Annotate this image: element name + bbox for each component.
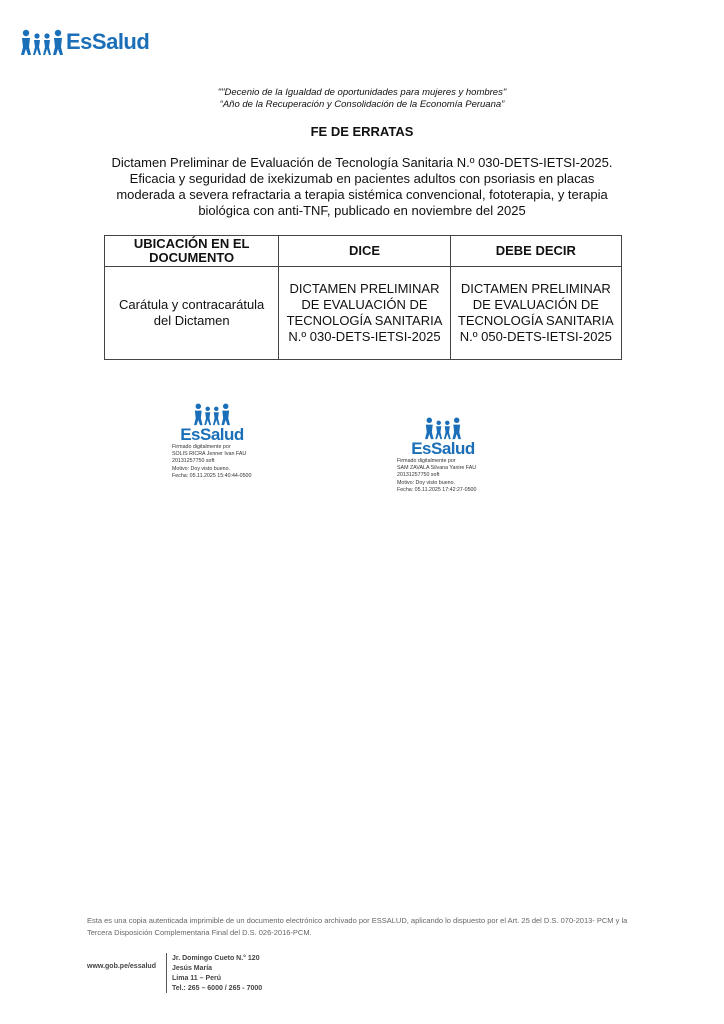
signature-ruc: 20131257750 soft (397, 472, 440, 479)
signature-ruc: 20131257750 soft (172, 458, 215, 465)
digital-signature-2 (397, 416, 507, 494)
footer-address (172, 954, 262, 994)
signature-logo (172, 402, 252, 444)
document-title: FE DE ERRATAS (310, 124, 414, 139)
digital-signature-1 (172, 402, 282, 480)
table-header-row (105, 236, 622, 267)
address-district: Jesús María (172, 965, 213, 972)
signature-date: Fecha: 05.11.2025 15:40:44-0500 (172, 472, 252, 479)
address-street: Jr. Domingo Cueto N.° 120 (172, 955, 260, 962)
signature-signer: SAM ZAVALA Silvana Yanire FAU (397, 465, 477, 472)
signature-logo-text: EsSalud (180, 425, 244, 444)
document-intro: Dictamen Preliminar de Evaluación de Tecnología Sanitaria N.º 030-DETS-IETSI-2025. Eficacia y seguridad de ixekizumab en pacientes adultos con psoriasis en placas moderada a severa refractaria a terapia sistémica convencional, fototerapia, y terapia biológica con anti-TNF, publicado en noviembre del 2025 (111, 155, 613, 218)
signature-logo (403, 416, 483, 458)
family-icon (192, 402, 232, 426)
family-icon (423, 416, 463, 440)
decenio-line-2: “Año de la Recuperación y Consolidación de la Economía Peruana” (219, 99, 505, 110)
footer-legal-note: Esta es una copia autenticada imprimible de un documento electrónico archivado por ESSALUD, aplicando lo dispuesto por el Art. 25 del D.S. 070-2013- PCM y la Tercera Disposición Complementaria Final del D.S. 026-2016-PCM. (87, 916, 628, 937)
errata-table (104, 235, 622, 360)
signature-logo-text: EsSalud (411, 439, 475, 458)
decenio-line-1: ""Decenio de la Igualdad de oportunidades para mujeres y hombres" (217, 87, 507, 98)
logo-text: EsSalud (66, 29, 150, 54)
signature-line: Firmado digitalmente por (397, 458, 456, 464)
header-dice: DICE (279, 236, 450, 267)
address-city: Lima 11 – Perú (172, 975, 222, 982)
cell-ubicacion: Carátula y contracarátula del Dictamen (105, 267, 279, 360)
table-row (105, 267, 622, 360)
header-debe-decir: DEBE DECIR (450, 236, 621, 267)
signature-reason: Motivo: Doy visto bueno. (397, 479, 455, 486)
signature-reason: Motivo: Doy visto bueno. (172, 465, 230, 472)
signature-date: Fecha: 05.11.2025 17:42:27-0500 (397, 486, 477, 493)
family-icon (20, 28, 64, 56)
footer-divider (166, 953, 167, 993)
footer-website-link[interactable]: www.gob.pe/essalud (87, 963, 156, 970)
cell-dice: DICTAMEN PRELIMINAR DE EVALUACIÓN DE TECNOLOGÍA SANITARIA N.º 030-DETS-IETSI-2025 (279, 267, 450, 360)
address-phone: Tel.: 265 – 6000 / 265 - 7000 (172, 985, 263, 992)
header-ubicacion: UBICACIÓN EN EL DOCUMENTO (105, 236, 279, 267)
signature-signer: SOLIS RICRA Jenner Ivan FAU (172, 451, 247, 458)
signature-line: Firmado digitalmente por (172, 444, 231, 450)
essalud-logo (20, 26, 160, 58)
cell-debe-decir: DICTAMEN PRELIMINAR DE EVALUACIÓN DE TECNOLOGÍA SANITARIA N.º 050-DETS-IETSI-2025 (450, 267, 621, 360)
